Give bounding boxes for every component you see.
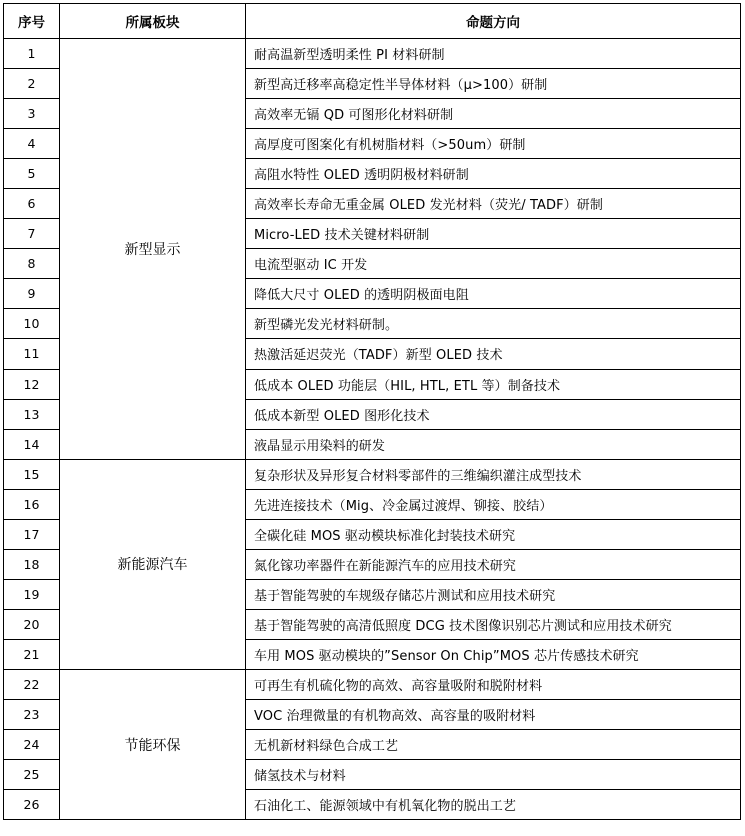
row-index: 13 (4, 399, 60, 429)
row-index: 23 (4, 700, 60, 730)
row-topic: 电流型驱动 IC 开发 (246, 249, 741, 279)
row-topic: VOC 治理微量的有机物高效、高容量的吸附材料 (246, 700, 741, 730)
table-row (4, 39, 741, 69)
row-index: 12 (4, 369, 60, 399)
header-index: 序号 (4, 4, 60, 39)
row-topic: 全碳化硅 MOS 驱动模块标准化封装技术研究 (246, 519, 741, 549)
row-topic: 高阻水特性 OLED 透明阴极材料研制 (246, 159, 741, 189)
row-topic: 可再生有机硫化物的高效、高容量吸附和脱附材料 (246, 669, 741, 699)
row-topic: 低成本 OLED 功能层（HIL, HTL, ETL 等）制备技术 (246, 369, 741, 399)
row-index: 5 (4, 159, 60, 189)
category-cell: 新能源汽车 (60, 459, 246, 669)
row-index: 4 (4, 129, 60, 159)
row-index: 10 (4, 309, 60, 339)
row-topic: 新型磷光发光材料研制。 (246, 309, 741, 339)
row-index: 16 (4, 489, 60, 519)
row-index: 3 (4, 99, 60, 129)
row-index: 8 (4, 249, 60, 279)
row-topic: 车用 MOS 驱动模块的”Sensor On Chip”MOS 芯片传感技术研究 (246, 639, 741, 669)
row-topic: 石油化工、能源领域中有机氧化物的脱出工艺 (246, 790, 741, 820)
category-cell: 节能环保 (60, 669, 246, 819)
category-cell: 新型显示 (60, 39, 246, 460)
row-topic: 高效率无镉 QD 可图形化材料研制 (246, 99, 741, 129)
topic-table (3, 3, 741, 820)
row-topic: 基于智能驾驶的车规级存储芯片测试和应用技术研究 (246, 579, 741, 609)
row-topic: 高厚度可图案化有机树脂材料（>50um）研制 (246, 129, 741, 159)
row-topic: 复杂形状及异形复合材料零部件的三维编织灌注成型技术 (246, 459, 741, 489)
header-row (4, 4, 741, 39)
header-category: 所属板块 (60, 4, 246, 39)
row-index: 1 (4, 39, 60, 69)
row-topic: 无机新材料绿色合成工艺 (246, 730, 741, 760)
row-topic: 氮化镓功率器件在新能源汽车的应用技术研究 (246, 549, 741, 579)
row-topic: 储氢技术与材料 (246, 760, 741, 790)
table-body (4, 39, 741, 820)
row-topic: 热激活延迟荧光（TADF）新型 OLED 技术 (246, 339, 741, 369)
row-index: 22 (4, 669, 60, 699)
row-index: 26 (4, 790, 60, 820)
row-topic: 先进连接技术（Mig、冷金属过渡焊、铆接、胶结） (246, 489, 741, 519)
row-index: 9 (4, 279, 60, 309)
row-index: 19 (4, 579, 60, 609)
row-topic: 基于智能驾驶的高清低照度 DCG 技术图像识别芯片测试和应用技术研究 (246, 609, 741, 639)
row-topic: 降低大尺寸 OLED 的透明阴极面电阻 (246, 279, 741, 309)
row-topic: 耐高温新型透明柔性 PI 材料研制 (246, 39, 741, 69)
row-topic: 新型高迁移率高稳定性半导体材料（μ>100）研制 (246, 69, 741, 99)
table-row (4, 669, 741, 699)
row-index: 17 (4, 519, 60, 549)
row-index: 21 (4, 639, 60, 669)
row-topic: 低成本新型 OLED 图形化技术 (246, 399, 741, 429)
row-topic: 高效率长寿命无重金属 OLED 发光材料（荧光/ TADF）研制 (246, 189, 741, 219)
row-index: 11 (4, 339, 60, 369)
row-index: 6 (4, 189, 60, 219)
row-index: 25 (4, 760, 60, 790)
row-index: 24 (4, 730, 60, 760)
row-index: 2 (4, 69, 60, 99)
table-row (4, 459, 741, 489)
row-topic: Micro-LED 技术关键材料研制 (246, 219, 741, 249)
row-index: 14 (4, 429, 60, 459)
row-index: 15 (4, 459, 60, 489)
row-index: 20 (4, 609, 60, 639)
header-topic: 命题方向 (246, 4, 741, 39)
row-index: 18 (4, 549, 60, 579)
row-topic: 液晶显示用染料的研发 (246, 429, 741, 459)
row-index: 7 (4, 219, 60, 249)
